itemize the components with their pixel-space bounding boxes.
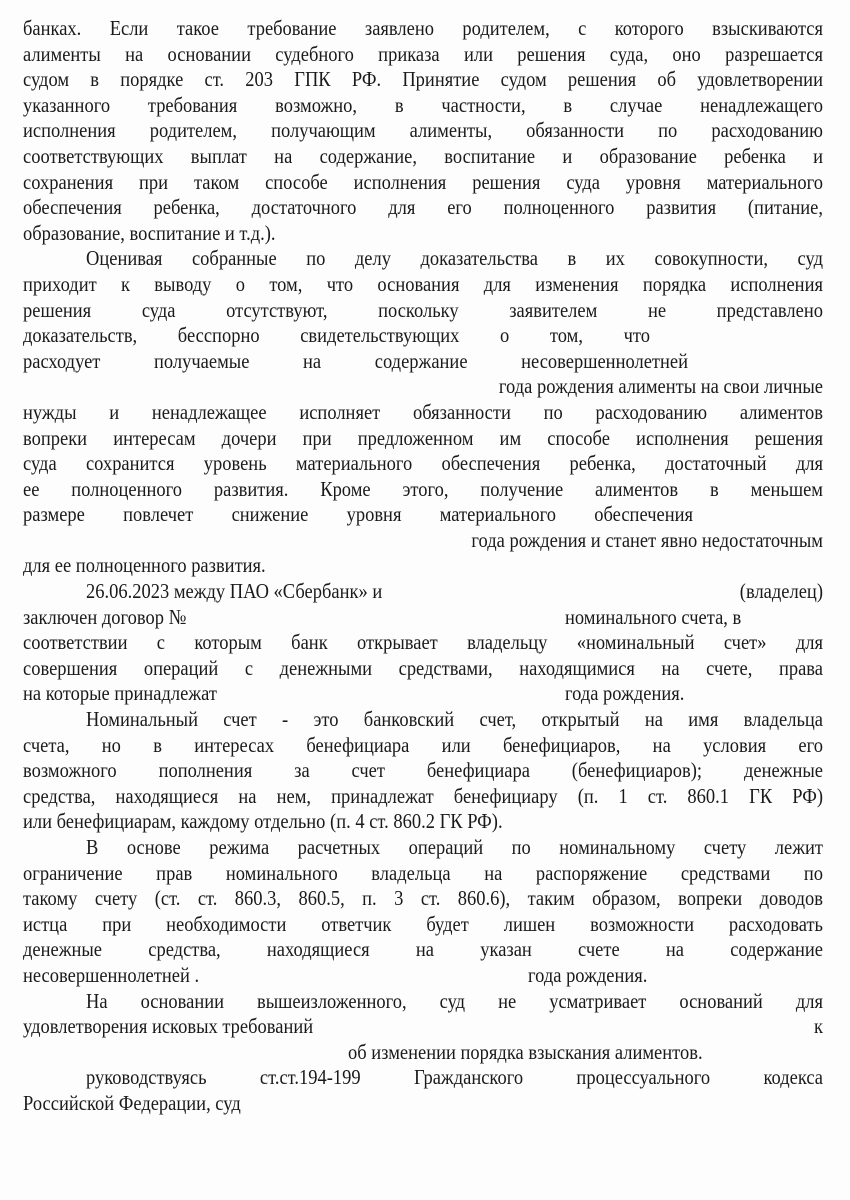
text-line: соответствующих выплат на содержание, воспитание и образование ребенка и	[23, 143, 823, 168]
text-line: года рождения алименты на свои личные	[498, 374, 823, 399]
text-line: алименты на основании судебного приказа или решения суда, оно разрешается	[23, 41, 823, 66]
text-segment: к	[813, 1014, 823, 1039]
text-line: или бенефициарам, каждому отдельно (п. 4 ст. 860.2 ГК РФ).	[23, 809, 503, 834]
text-line: года рождения и станет явно недостаточным	[471, 527, 823, 552]
text-line: доказательств, бесспорно свидетельствующих о том, что	[23, 323, 650, 348]
paragraph-start: В основе режима расчетных операций по номинальному счету лежит	[85, 835, 823, 859]
text-line	[23, 1014, 823, 1040]
text-line: нужды и ненадлежащее исполняет обязанности по расходованию алиментов	[23, 399, 823, 424]
text-line: ее полноценного развития. Кроме этого, получение алиментов в меньшем	[23, 476, 823, 501]
text-line: указанного требования возможно, в частности, в случае ненадлежащего	[23, 92, 823, 117]
text-line: денежные средства, находящиеся на указан счете на содержание	[23, 937, 823, 962]
paragraph-start: Номинальный счет - это банковский счет, открытый на имя владельца	[85, 707, 823, 732]
text-line: счета, но в интересах бенефициара или бенефициаров, на условия его	[23, 732, 823, 757]
text-line: для ее полноценного развития.	[23, 553, 266, 578]
text-line: сохранения при таком способе исполнения решения суда уровня материального	[23, 169, 823, 194]
text-line: решения суда отсутствуют, поскольку заявителем не представлено	[23, 297, 823, 322]
paragraph-start: руководствуясь ст.ст.194-199 Гражданского процессуального кодекса	[85, 1065, 823, 1090]
text-line: ограничение прав номинального владельца на распоряжение средствами по	[23, 860, 823, 885]
text-line: судом в порядке ст. 203 ГПК РФ. Принятие судом решения об удовлетворении	[23, 67, 823, 92]
text-segment: номинального счета, в	[564, 604, 742, 629]
text-line: образование, воспитание и т.д.).	[23, 220, 276, 245]
text-line: банках. Если такое требование заявлено родителем, с которого взыскиваются	[23, 16, 823, 40]
text-line: возможного пополнения за счет бенефициара (бенефициаров); денежные	[23, 758, 823, 783]
text-line: об изменении порядка взыскания алиментов.	[347, 1039, 703, 1064]
paragraph-start: Оценивая собранные по делу доказательства в их совокупности, суд	[85, 246, 823, 271]
text-line: совершения операций с денежными средствами, находящимися на счете, права	[23, 655, 823, 680]
text-line	[23, 963, 823, 989]
text-line: такому счету (ст. ст. 860.3, 860.5, п. 3 ст. 860.6), таким образом, вопреки доводов	[23, 886, 823, 911]
text-line: размере повлечет снижение уровня материального обеспечения	[23, 502, 693, 527]
text-line: расходует получаемые на содержание несовершеннолетней	[23, 348, 688, 373]
text-segment: года рождения.	[527, 962, 648, 987]
text-line: истца при необходимости ответчик будет лишен возможности расходовать	[23, 911, 823, 936]
text-segment: (владелец)	[739, 579, 823, 604]
text-line	[23, 681, 823, 707]
text-line: Российской Федерации, суд	[23, 1090, 241, 1115]
text-segment: заключен договор №	[23, 604, 187, 629]
text-line: приходит к выводу о том, что основания для изменения порядка исполнения	[23, 271, 823, 296]
document-body	[23, 16, 823, 1117]
text-line: соответствии с которым банк открывает владельцу «номинальный счет» для	[23, 630, 823, 655]
text-line: вопреки интересам дочери при предложенном им способе исполнения решения	[23, 425, 823, 450]
text-segment: несовершеннолетней .	[23, 962, 200, 987]
text-line: исполнения родителем, получающим алименты, обязанности по расходованию	[23, 118, 823, 143]
text-line: средства, находящиеся на нем, принадлежат бенефициару (п. 1 ст. 860.1 ГК РФ)	[23, 783, 823, 808]
text-line: обеспечения ребенка, достаточного для его полноценного развития (питание,	[23, 195, 823, 220]
text-segment: года рождения.	[564, 681, 685, 706]
paragraph-start	[23, 579, 823, 605]
text-segment: на которые принадлежат	[23, 681, 217, 706]
text-segment: удовлетворения исковых требований	[23, 1014, 314, 1039]
paragraph-start: На основании вышеизложенного, суд не усматривает оснований для	[85, 988, 823, 1013]
text-line	[23, 605, 823, 631]
text-segment: 26.06.2023 между ПАО «Сбербанк» и	[85, 579, 383, 604]
text-line: суда сохранится уровень материального обеспечения ребенка, достаточный для	[23, 451, 823, 476]
